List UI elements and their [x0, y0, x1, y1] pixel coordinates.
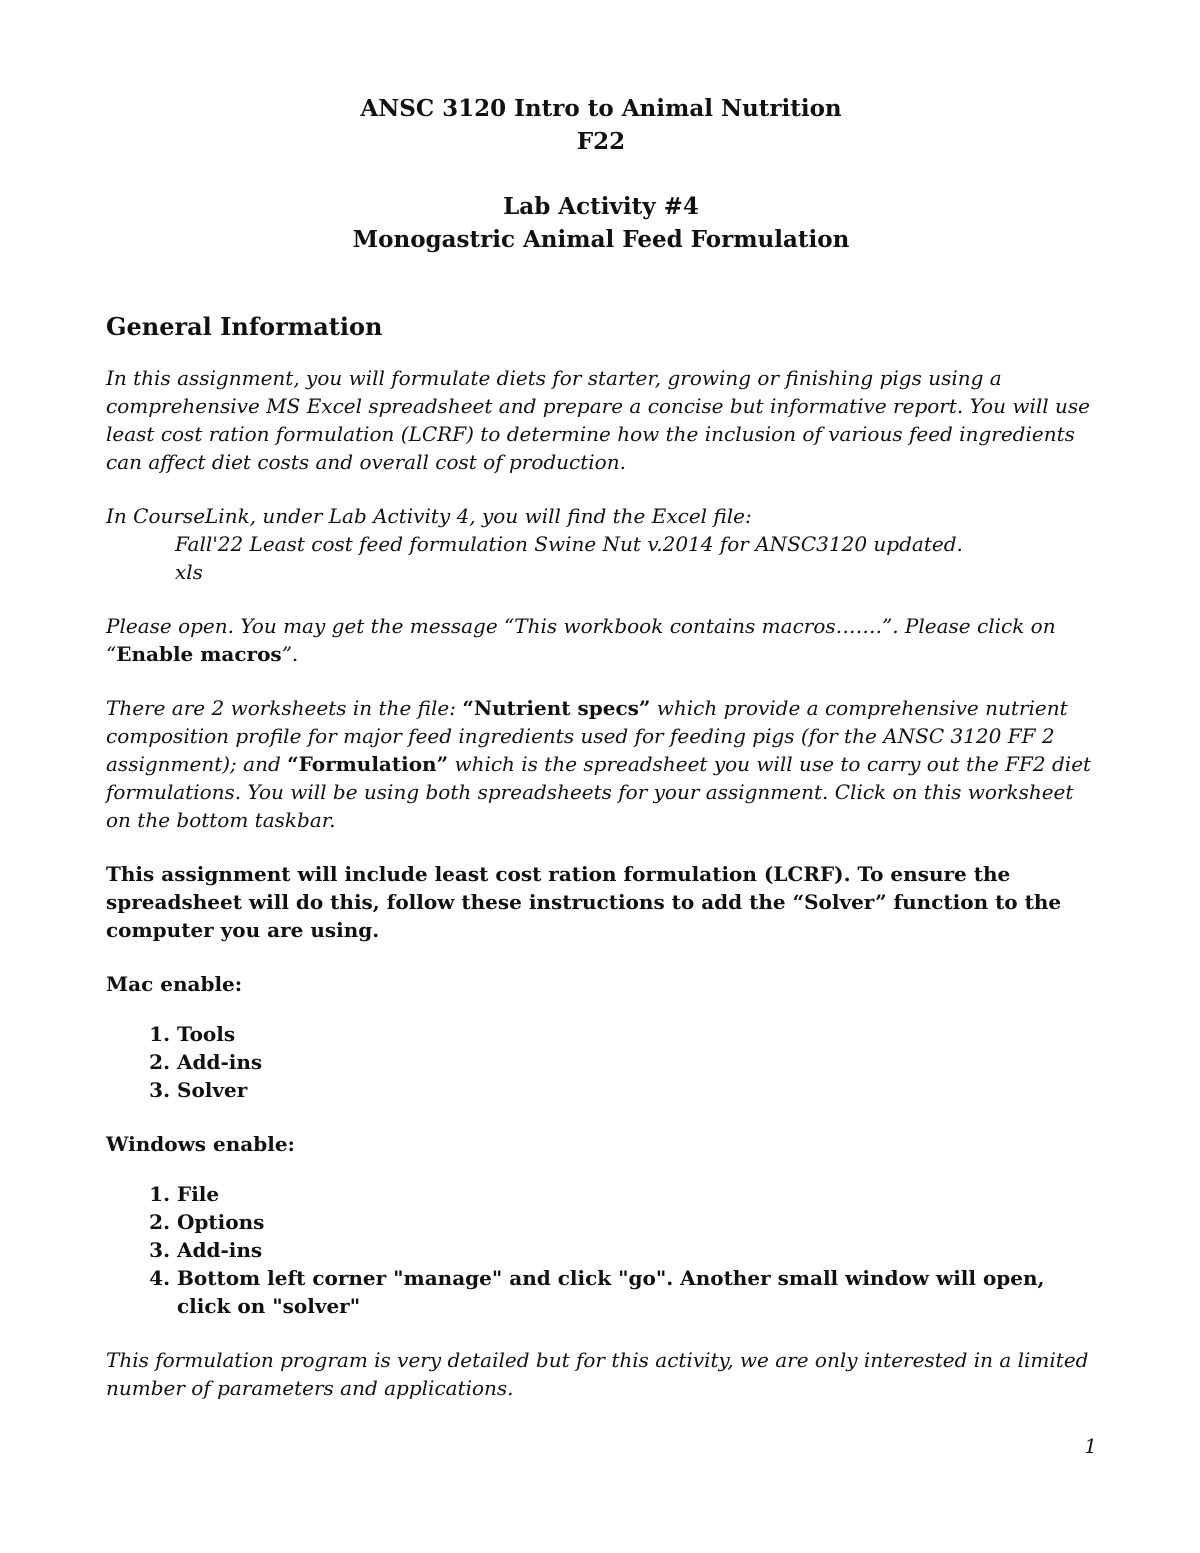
mac-step: 2. Add-ins — [177, 1048, 1096, 1076]
nutrient-specs-label: “Nutrient specs” — [462, 696, 651, 720]
title-block — [106, 92, 1096, 256]
ws-text-d: which is the spreadsheet you will use to carry out the FF2 diet formulations. You will be using both spreadsheets for your assignment. Click on this worksheet on the bottom taskbar. — [106, 752, 1092, 832]
mac-enable-heading: Mac enable: — [106, 972, 243, 996]
intro-paragraph: In this assignment, you will formulate diets for starter, growing or finishing pigs using a comprehensive MS Excel spreadsheet and prepare a concise but informative report. You will use least cost ration formulation (LCRF) to determine how the inclusion of various feed ingredients can affect diet costs and overall cost of production. — [106, 366, 1090, 474]
term-label: F22 — [576, 128, 626, 155]
mac-steps-list — [106, 1020, 1096, 1104]
ws-text-c: which provide a comprehensive nutrient composition profile for major feed ingredients used for feeding pigs (for the ANSC 3120 FF 2 assignment); and — [106, 696, 1068, 776]
closing-paragraph: This formulation program is very detailed but for this activity, we are only interested in a limited number of parameters and applications. — [106, 1348, 1089, 1400]
open-instructions — [106, 612, 1096, 668]
excel-file-name: Fall'22 Least cost feed formulation Swine Nut v.2014 for ANSC3120 updated. — [175, 532, 963, 556]
lab-title: Lab Activity #4 — [503, 193, 699, 220]
lab-subtitle: Monogastric Animal Feed Formulation — [352, 226, 850, 253]
courselink-paragraph: In CourseLink, under Lab Activity 4, you will find the Excel file: — [106, 504, 752, 528]
page-content — [106, 92, 1096, 1402]
open-text-c: ”. — [281, 642, 299, 666]
windows-step: 1. File — [177, 1180, 1096, 1208]
windows-step: 2. Options — [177, 1208, 1096, 1236]
windows-steps-list — [106, 1180, 1096, 1320]
windows-step: 4. Bottom left corner "manage" and click "go". Another small window will open, click on "solver" — [177, 1264, 1096, 1320]
lcrf-note: This assignment will include least cost ration formulation (LCRF). To ensure the spreadsheet will do this, follow these instructions to add the “Solver” function to the computer you are using. — [106, 862, 1062, 942]
page-number: 1 — [1084, 1434, 1097, 1458]
general-info-heading: General Information — [106, 312, 383, 341]
open-text-a: Please open. You may get the message “This workbook contains macros…….”. Please click on “ — [106, 614, 1056, 666]
ws-text-a: There are 2 worksheets in the file: — [106, 696, 463, 720]
mac-step: 3. Solver — [177, 1076, 1096, 1104]
excel-file-extension: xls — [175, 560, 203, 584]
mac-step: 1. Tools — [177, 1020, 1096, 1048]
windows-enable-heading: Windows enable: — [106, 1132, 295, 1156]
worksheets-paragraph — [106, 694, 1096, 834]
windows-step: 3. Add-ins — [177, 1236, 1096, 1264]
course-title: ANSC 3120 Intro to Animal Nutrition — [360, 95, 842, 122]
enable-macros-label: Enable macros — [116, 642, 282, 666]
formulation-label: “Formulation” — [287, 752, 449, 776]
